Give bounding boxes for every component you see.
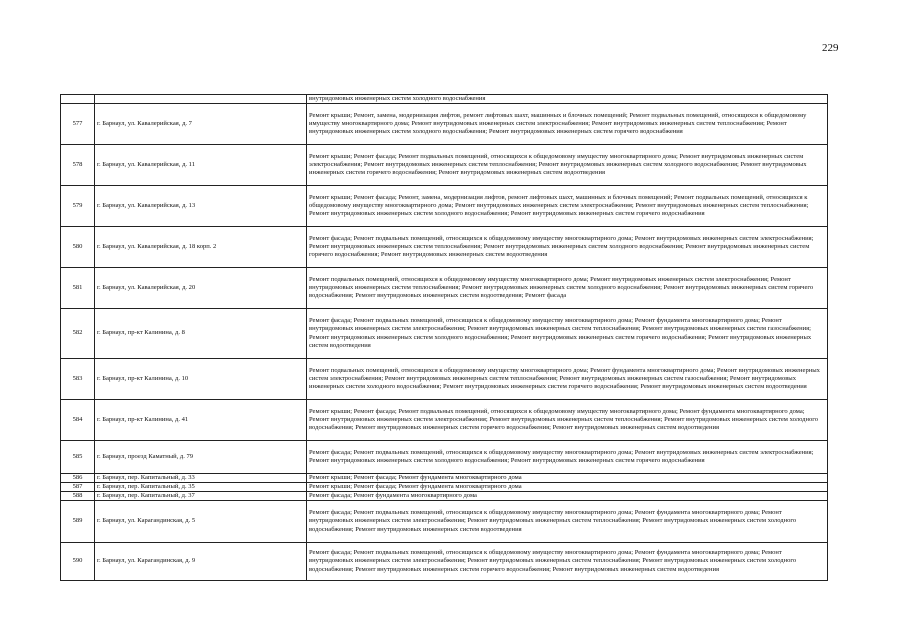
row-address: г. Барнаул, ул. Кавалерийская, д. 18 корп. 2 <box>95 227 307 268</box>
table-row <box>61 543 828 581</box>
row-number: 577 <box>61 104 95 145</box>
table-row <box>61 492 828 501</box>
row-number: 581 <box>61 268 95 309</box>
row-number: 583 <box>61 359 95 400</box>
row-number: 587 <box>61 483 95 492</box>
row-work-list: внутридомовых инженерных систем холодного водоснабжения <box>307 95 828 104</box>
row-work-list: Ремонт крыши; Ремонт фасада; Ремонт подвальных помещений, относящихся к общедомовому имуществу многоквартирного дома; Ремонт внутридомовых инженерных систем электроснабжения; Ремонт внутридомовых инженерных систем теплоснабжения; Ремонт внутридомовых инженерных систем холодного водоснабжения; Ремонт внутридомовых инженерных систем горячего водоснабжения; Ремонт внутридомовых инженерных систем водоотведения <box>307 145 828 186</box>
table-row <box>61 268 828 309</box>
row-address: г. Барнаул, пр-кт Калинина, д. 8 <box>95 309 307 359</box>
table-row <box>61 104 828 145</box>
table-row <box>61 501 828 543</box>
table-row <box>61 186 828 227</box>
row-number: 589 <box>61 501 95 543</box>
row-number: 580 <box>61 227 95 268</box>
row-work-list: Ремонт крыши; Ремонт фасада; Ремонт, замена, модернизация лифтов, ремонт лифтовых шахт, машинных и блочных помещений; Ремонт подвальных помещений, относящихся к общедомовому имуществу многоквартирного дома; Ремонт внутридомовых инженерных систем электроснабжения; Ремонт внутридомовых инженерных систем теплоснабжения; Ремонт внутридомовых инженерных систем холодного водоснабжения; Ремонт внутридомовых инженерных систем горячего водоснабжения <box>307 186 828 227</box>
row-work-list: Ремонт крыши; Ремонт фасада; Ремонт подвальных помещений, относящихся к общедомовому имуществу многоквартирного дома; Ремонт фундамента многоквартирного дома; Ремонт внутридомовых инженерных систем электроснабжения; Ремонт внутридомовых инженерных систем теплоснабжения; Ремонт внутридомовых инженерных систем холодного водоснабжения; Ремонт внутридомовых инженерных систем горячего водоснабжения; Ремонт внутридомовых инженерных систем водоотведения <box>307 400 828 441</box>
row-work-list: Ремонт фасада; Ремонт подвальных помещений, относящихся к общедомовому имуществу многоквартирного дома; Ремонт фундамента многоквартирного дома; Ремонт внутридомовых инженерных систем электроснабжения; Ремонт внутридомовых инженерных систем теплоснабжения; Ремонт внутридомовых инженерных систем газоснабжения; Ремонт внутридомовых инженерных систем холодного водоснабжения; Ремонт внутридомовых инженерных систем горячего водоснабжения; Ремонт внутридомовых инженерных систем водоотведения <box>307 309 828 359</box>
row-number <box>61 95 95 104</box>
row-number: 579 <box>61 186 95 227</box>
row-address: г. Барнаул, ул. Кавалерийская, д. 7 <box>95 104 307 145</box>
repair-registry-table <box>60 94 828 581</box>
row-address: г. Барнаул, пр-кт Калинина, д. 10 <box>95 359 307 400</box>
row-work-list: Ремонт крыши; Ремонт, замена, модернизация лифтов, ремонт лифтовых шахт, машинных и блочных помещений; Ремонт подвальных помещений, относящихся к общедомовому имуществу многоквартирного дома; Ремонт внутридомовых инженерных систем электроснабжения; Ремонт внутридомовых инженерных систем теплоснабжения; Ремонт внутридомовых инженерных систем холодного водоснабжения; Ремонт внутридомовых инженерных систем горячего водоснабжения <box>307 104 828 145</box>
row-number: 588 <box>61 492 95 501</box>
row-number: 586 <box>61 474 95 483</box>
row-number: 582 <box>61 309 95 359</box>
row-address <box>95 95 307 104</box>
row-number: 578 <box>61 145 95 186</box>
registry-body <box>61 95 828 581</box>
row-work-list: Ремонт фасада; Ремонт подвальных помещений, относящихся к общедомовому имуществу многоквартирного дома; Ремонт фундамента многоквартирного дома; Ремонт внутридомовых инженерных систем электроснабжения; Ремонт внутридомовых инженерных систем теплоснабжения; Ремонт внутридомовых инженерных систем холодного водоснабжения; Ремонт внутридомовых инженерных систем водоотведения <box>307 501 828 543</box>
row-address: г. Барнаул, ул. Кавалерийская, д. 13 <box>95 186 307 227</box>
row-work-list: Ремонт фасада; Ремонт подвальных помещений, относящихся к общедомовому имуществу многоквартирного дома; Ремонт внутридомовых инженерных систем электроснабжения; Ремонт внутридомовых инженерных систем теплоснабжения; Ремонт внутридомовых инженерных систем холодного водоснабжения; Ремонт внутридомовых инженерных систем горячего водоснабжения; Ремонт внутридомовых инженерных систем водоотведения <box>307 227 828 268</box>
row-work-list: Ремонт крыши; Ремонт фасада; Ремонт фундамента многоквартирного дома <box>307 483 828 492</box>
page-number: 229 <box>822 42 839 54</box>
table-row <box>61 95 828 104</box>
row-work-list: Ремонт крыши; Ремонт фасада; Ремонт фундамента многоквартирного дома <box>307 474 828 483</box>
table-row <box>61 227 828 268</box>
row-work-list: Ремонт фасада; Ремонт подвальных помещений, относящихся к общедомовому имуществу многоквартирного дома; Ремонт фундамента многоквартирного дома; Ремонт внутридомовых инженерных систем электроснабжения; Ремонт внутридомовых инженерных систем теплоснабжения; Ремонт внутридомовых инженерных систем холодного водоснабжения; Ремонт внутридомовых инженерных систем горячего водоснабжения; Ремонт внутридомовых инженерных систем водоотведения <box>307 543 828 581</box>
row-work-list: Ремонт фасада; Ремонт фундамента многоквартирного дома <box>307 492 828 501</box>
row-address: г. Барнаул, пер. Капитальный, д. 37 <box>95 492 307 501</box>
table-row <box>61 309 828 359</box>
row-address: г. Барнаул, ул. Кавалерийская, д. 20 <box>95 268 307 309</box>
table-row <box>61 145 828 186</box>
row-address: г. Барнаул, пер. Капитальный, д. 35 <box>95 483 307 492</box>
row-number: 584 <box>61 400 95 441</box>
table-row <box>61 474 828 483</box>
table-row <box>61 441 828 474</box>
row-number: 590 <box>61 543 95 581</box>
row-number: 585 <box>61 441 95 474</box>
table-row <box>61 359 828 400</box>
row-address: г. Барнаул, ул. Кавалерийская, д. 11 <box>95 145 307 186</box>
row-address: г. Барнаул, ул. Карагандинская, д. 9 <box>95 543 307 581</box>
row-work-list: Ремонт фасада; Ремонт подвальных помещений, относящихся к общедомовому имуществу многоквартирного дома; Ремонт внутридомовых инженерных систем электроснабжения; Ремонт внутридомовых инженерных систем холодного водоснабжения; Ремонт внутридомовых инженерных систем горячего водоснабжения <box>307 441 828 474</box>
row-address: г. Барнаул, пер. Капитальный, д. 33 <box>95 474 307 483</box>
row-address: г. Барнаул, пр-кт Калинина, д. 41 <box>95 400 307 441</box>
row-work-list: Ремонт подвальных помещений, относящихся к общедомовому имуществу многоквартирного дома; Ремонт внутридомовых инженерных систем электроснабжения; Ремонт внутридомовых инженерных систем теплоснабжения; Ремонт внутридомовых инженерных систем холодного водоснабжения; Ремонт внутридомовых инженерных систем горячего водоснабжения; Ремонт внутридомовых инженерных систем водоотведения; Ремонт фасада <box>307 268 828 309</box>
row-address: г. Барнаул, проезд Каматный, д. 79 <box>95 441 307 474</box>
row-work-list: Ремонт подвальных помещений, относящихся к общедомовому имуществу многоквартирного дома; Ремонт фундамента многоквартирного дома; Ремонт внутридомовых инженерных систем электроснабжения; Ремонт внутридомовых инженерных систем теплоснабжения; Ремонт внутридомовых инженерных систем газоснабжения; Ремонт внутридомовых инженерных систем холодного водоснабжения; Ремонт внутридомовых инженерных систем горячего водоснабжения; Ремонт внутридомовых инженерных систем водоотведения <box>307 359 828 400</box>
row-address: г. Барнаул, ул. Карагандинская, д. 5 <box>95 501 307 543</box>
table-row <box>61 400 828 441</box>
table-row <box>61 483 828 492</box>
